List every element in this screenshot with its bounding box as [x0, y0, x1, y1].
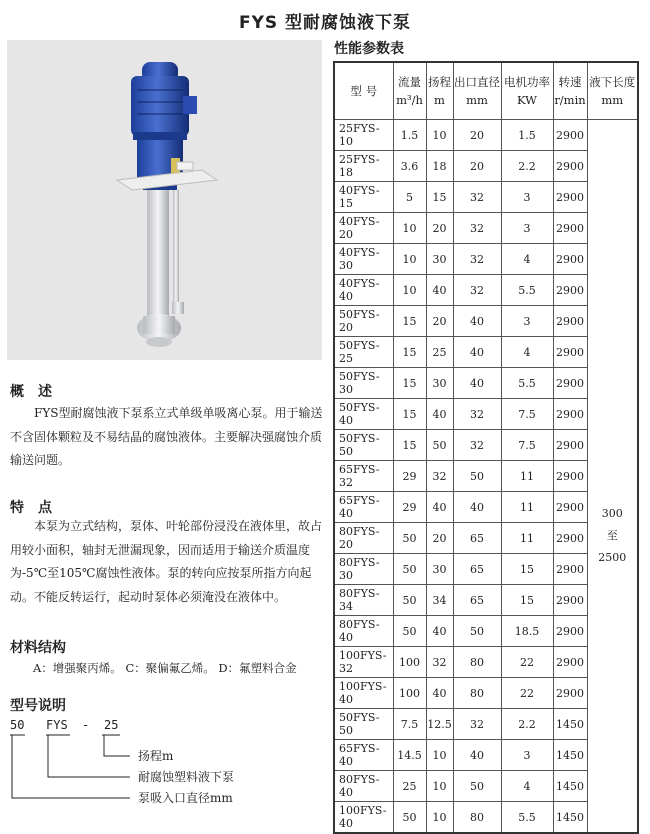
cell-power: 2.2 [501, 151, 553, 182]
cell-flow: 50 [393, 554, 426, 585]
cell-head: 40 [426, 678, 453, 709]
materials-heading: 材料结构 [10, 640, 66, 656]
header-head [426, 62, 453, 120]
header-flow-unit: m³/h [396, 93, 423, 107]
cell-power: 15 [501, 585, 553, 616]
cell-flow: 29 [393, 461, 426, 492]
cell-flow: 10 [393, 244, 426, 275]
cell-flow: 50 [393, 616, 426, 647]
cell-speed: 2900 [553, 554, 587, 585]
cell-power: 11 [501, 492, 553, 523]
perf-table-title: 性能参数表 [334, 41, 404, 57]
header-outlet-unit: mm [466, 93, 488, 107]
table-row [334, 120, 638, 151]
header-power-unit: KW [516, 93, 537, 107]
cell-model: 50FYS-20 [334, 306, 393, 337]
cell-head: 15 [426, 182, 453, 213]
cell-outlet: 32 [453, 213, 501, 244]
header-flow-label: 流量 [398, 75, 421, 89]
cell-model: 50FYS-25 [334, 337, 393, 368]
cell-power: 2.2 [501, 709, 553, 740]
materials-paragraph: A：增强聚丙烯。 C：聚偏氟乙烯。 D：氟塑料合金 [33, 661, 297, 675]
cell-speed: 2900 [553, 399, 587, 430]
cell-power: 18.5 [501, 616, 553, 647]
cell-power: 4 [501, 771, 553, 802]
header-power [501, 62, 553, 120]
cell-power: 3 [501, 213, 553, 244]
performance-table [333, 61, 639, 834]
cell-head: 32 [426, 647, 453, 678]
cell-flow: 15 [393, 337, 426, 368]
header-head-unit: m [434, 93, 445, 107]
cell-speed: 2900 [553, 430, 587, 461]
length-from: 300 [601, 507, 623, 520]
cell-head: 32 [426, 461, 453, 492]
cell-model: 40FYS-40 [334, 275, 393, 306]
cell-power: 5.5 [501, 802, 553, 834]
cell-flow: 25 [393, 771, 426, 802]
header-outlet-label: 出口直径 [454, 75, 500, 89]
cell-model: 100FYS-40 [334, 678, 393, 709]
cell-flow: 3.6 [393, 151, 426, 182]
cell-head: 40 [426, 616, 453, 647]
cell-model: 40FYS-15 [334, 182, 393, 213]
cell-model: 80FYS-30 [334, 554, 393, 585]
cell-head: 12.5 [426, 709, 453, 740]
cell-flow: 5 [393, 182, 426, 213]
cell-head: 10 [426, 740, 453, 771]
cell-head: 10 [426, 802, 453, 834]
cell-model: 40FYS-30 [334, 244, 393, 275]
cell-outlet: 50 [453, 461, 501, 492]
cell-outlet: 32 [453, 182, 501, 213]
cell-power: 7.5 [501, 399, 553, 430]
cell-speed: 2900 [553, 647, 587, 678]
cell-model: 25FYS-18 [334, 151, 393, 182]
cell-model: 65FYS-40 [334, 492, 393, 523]
cell-head: 30 [426, 244, 453, 275]
materials-text [10, 657, 325, 681]
cell-model: 50FYS-30 [334, 368, 393, 399]
cell-outlet: 50 [453, 771, 501, 802]
cell-speed: 2900 [553, 678, 587, 709]
cell-flow: 50 [393, 802, 426, 834]
cell-model: 65FYS-40 [334, 740, 393, 771]
cell-outlet: 20 [453, 120, 501, 151]
cell-head: 18 [426, 151, 453, 182]
cell-power: 15 [501, 554, 553, 585]
code-type: FYS [46, 718, 68, 732]
cell-speed: 2900 [553, 306, 587, 337]
pump-illustration [7, 40, 322, 360]
cell-speed: 2900 [553, 213, 587, 244]
cell-speed: 2900 [553, 585, 587, 616]
cell-power: 4 [501, 244, 553, 275]
header-outlet [453, 62, 501, 120]
cell-model: 100FYS-40 [334, 802, 393, 834]
cell-flow: 10 [393, 275, 426, 306]
cell-flow: 29 [393, 492, 426, 523]
cell-flow: 50 [393, 523, 426, 554]
cell-head: 40 [426, 492, 453, 523]
pump-photo [7, 40, 322, 360]
cell-speed: 2900 [553, 492, 587, 523]
cell-model: 50FYS-50 [334, 709, 393, 740]
cell-speed: 1450 [553, 771, 587, 802]
code-inlet: 50 [10, 718, 25, 732]
header-power-label: 电机功率 [504, 75, 550, 89]
cell-outlet: 40 [453, 337, 501, 368]
cell-power: 11 [501, 461, 553, 492]
cell-flow: 15 [393, 430, 426, 461]
header-speed-label: 转速 [558, 75, 582, 89]
cell-power: 7.5 [501, 430, 553, 461]
cell-speed: 2900 [553, 120, 587, 151]
cell-head: 10 [426, 771, 453, 802]
cell-head: 34 [426, 585, 453, 616]
cell-model: 50FYS-40 [334, 399, 393, 430]
overview-text [10, 402, 325, 473]
cell-head: 10 [426, 120, 453, 151]
cell-outlet: 40 [453, 368, 501, 399]
length-to: 至 [606, 529, 618, 542]
label-pump: 耐腐蚀塑料液下泵 [138, 770, 235, 784]
cell-power: 4 [501, 337, 553, 368]
cell-outlet: 40 [453, 740, 501, 771]
cell-outlet: 32 [453, 244, 501, 275]
cell-flow: 15 [393, 399, 426, 430]
cell-speed: 1450 [553, 709, 587, 740]
cell-power: 1.5 [501, 120, 553, 151]
cell-outlet: 65 [453, 585, 501, 616]
page-title: FYS 型耐腐蚀液下泵 [238, 13, 412, 33]
table-header-row [334, 62, 638, 120]
overview-paragraph: FYS型耐腐蚀液下泵系立式单级单吸离心泵。用于输送不含固体颗粒及不易结晶的腐蚀液体。主要解决强腐蚀介质输送问题。 [10, 406, 323, 467]
label-inlet: 泵吸入口直径mm [138, 791, 233, 805]
cell-outlet: 40 [453, 492, 501, 523]
header-model: 型 号 [334, 62, 393, 120]
cell-head: 30 [426, 368, 453, 399]
features-text [10, 515, 325, 609]
header-length-label: 液下长度 [589, 75, 636, 89]
header-length [587, 62, 638, 120]
cell-speed: 2900 [553, 151, 587, 182]
cell-flow: 100 [393, 647, 426, 678]
cell-head: 25 [426, 337, 453, 368]
cell-power: 22 [501, 647, 553, 678]
cell-power: 3 [501, 306, 553, 337]
cell-outlet: 20 [453, 151, 501, 182]
cell-power: 5.5 [501, 368, 553, 399]
cell-speed: 2900 [553, 368, 587, 399]
cell-outlet: 32 [453, 430, 501, 461]
code-dash: - [82, 718, 90, 732]
cell-outlet: 65 [453, 554, 501, 585]
model-code-diagram [10, 718, 330, 828]
header-head-label: 扬程 [428, 75, 451, 89]
cell-outlet: 80 [453, 802, 501, 834]
cell-power: 3 [501, 740, 553, 771]
cell-model: 80FYS-34 [334, 585, 393, 616]
cell-power: 3 [501, 182, 553, 213]
cell-outlet: 65 [453, 523, 501, 554]
cell-power: 5.5 [501, 275, 553, 306]
length-end: 2500 [598, 551, 627, 564]
cell-speed: 2900 [553, 244, 587, 275]
cell-head: 20 [426, 213, 453, 244]
cell-speed: 2900 [553, 461, 587, 492]
cell-speed: 1450 [553, 802, 587, 834]
cell-outlet: 80 [453, 678, 501, 709]
cell-speed: 2900 [553, 523, 587, 554]
cell-model: 100FYS-32 [334, 647, 393, 678]
cell-model: 40FYS-20 [334, 213, 393, 244]
cell-head: 50 [426, 430, 453, 461]
header-length-unit: mm [601, 93, 624, 107]
cell-head: 40 [426, 275, 453, 306]
header-speed [553, 62, 587, 120]
cell-flow: 15 [393, 306, 426, 337]
cell-outlet: 32 [453, 275, 501, 306]
performance-table-body [334, 62, 638, 833]
cell-speed: 2900 [553, 616, 587, 647]
cell-head: 20 [426, 306, 453, 337]
cell-flow: 7.5 [393, 709, 426, 740]
header-flow [393, 62, 426, 120]
cell-model: 50FYS-50 [334, 430, 393, 461]
cell-model: 80FYS-40 [334, 616, 393, 647]
cell-power: 22 [501, 678, 553, 709]
label-head: 扬程m [138, 749, 174, 763]
cell-power: 11 [501, 523, 553, 554]
cell-flow: 14.5 [393, 740, 426, 771]
cell-model: 25FYS-10 [334, 120, 393, 151]
cell-outlet: 40 [453, 306, 501, 337]
cell-outlet: 80 [453, 647, 501, 678]
cell-speed: 2900 [553, 182, 587, 213]
cell-flow: 1.5 [393, 120, 426, 151]
cell-head: 30 [426, 554, 453, 585]
features-paragraph: 本泵为立式结构，泵体、叶轮部份浸没在液体里，故占用较小面积，轴封无泄漏现象，因而适用于输送介质温度为-5℃至105℃腐蚀性液体。泵的转向应按泵所指方向起动。不能反转运行，起动时泵体必须淹没在液体中。 [10, 519, 323, 604]
model-desc-heading: 型号说明 [10, 698, 66, 714]
overview-heading: 概 述 [10, 384, 52, 400]
cell-outlet: 50 [453, 616, 501, 647]
cell-speed: 2900 [553, 337, 587, 368]
cell-head: 40 [426, 399, 453, 430]
cell-model: 80FYS-20 [334, 523, 393, 554]
cell-speed: 1450 [553, 740, 587, 771]
cell-outlet: 32 [453, 399, 501, 430]
features-heading: 特 点 [10, 500, 52, 516]
cell-model: 65FYS-32 [334, 461, 393, 492]
cell-head: 20 [426, 523, 453, 554]
cell-outlet: 32 [453, 709, 501, 740]
code-head: 25 [104, 718, 119, 732]
cell-flow: 15 [393, 368, 426, 399]
header-speed-unit: r/min [554, 93, 586, 107]
cell-flow: 100 [393, 678, 426, 709]
cell-speed: 2900 [553, 275, 587, 306]
cell-model: 80FYS-40 [334, 771, 393, 802]
cell-flow: 10 [393, 213, 426, 244]
cell-flow: 50 [393, 585, 426, 616]
cell-length [587, 120, 638, 834]
